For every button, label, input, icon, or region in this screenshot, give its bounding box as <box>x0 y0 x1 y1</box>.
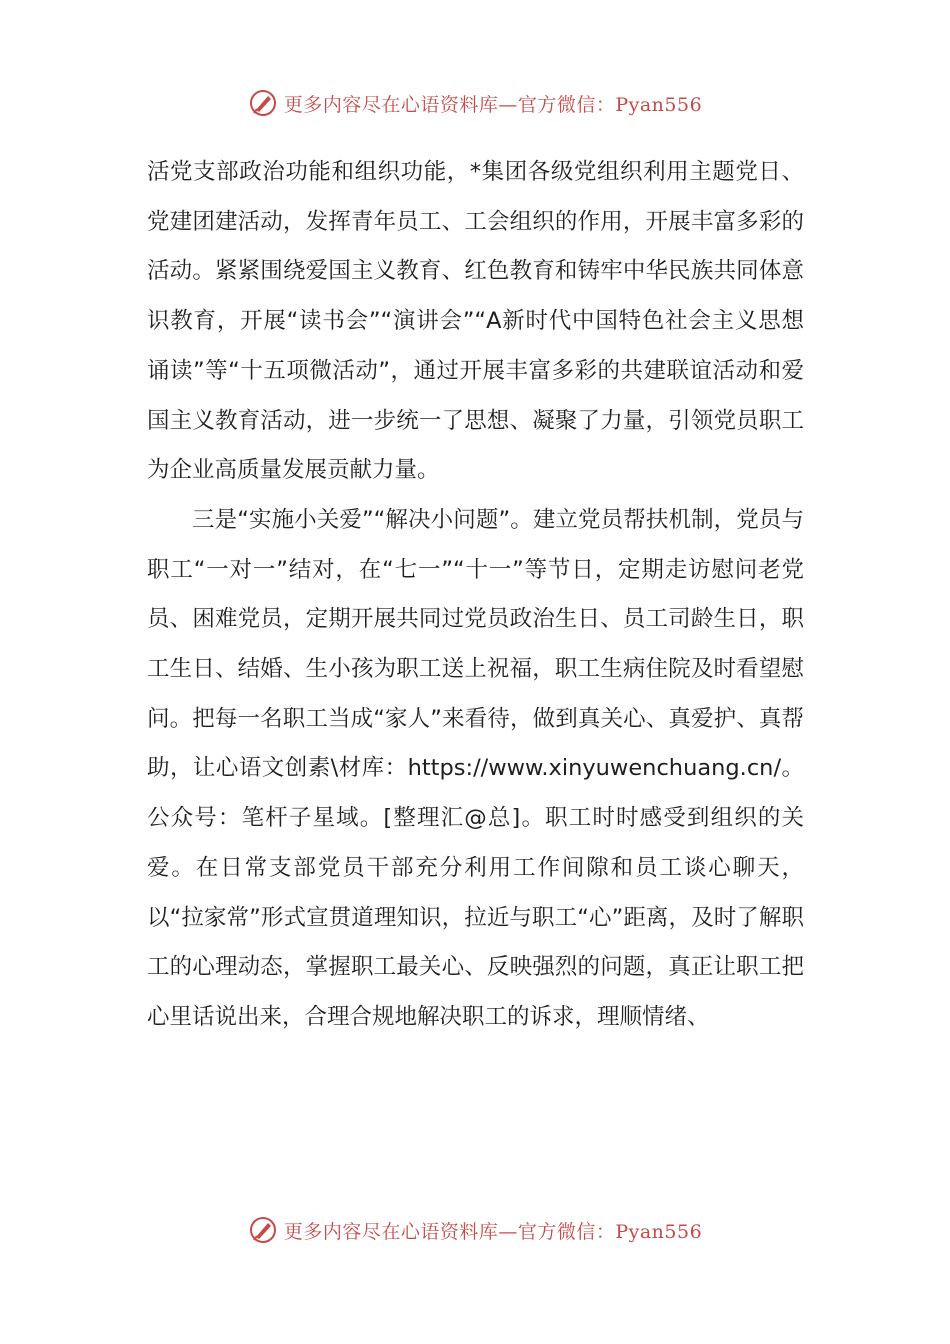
header-banner-text: 更多内容尽在心语资料库—官方微信：Pyan556 <box>283 93 703 116</box>
body-paragraph: 三是“实施小关爱”“解决小问题”。建立党员帮扶机制，党员与职工“一对一”结对，在“七一”“十一”等节日，定期走访慰问老党员、困难党员，定期开展共同过党员政治生日、员工司龄生日，职工生日、结婚、生小孩为职工送上祝福，职工生病住院及时看望慰问。把每一名职工当成“家人”来看待，做到真关心、真爱护、真帮助，让心语文创素\材库：https://www.xinyuwenchuang.cn/。公众号：笔杆子星域。[整理汇@总]。职工时时感受到组织的关爱。在日常支部党员干部充分利用工作间隙和员工谈心聊天，以“拉家常”形式宣贯道理知识，拉近与职工“心”距离，及时了解职工的心理动态，掌握职工最关心、反映强烈的问题，真正让职工把心里话说出来，合理合规地解决职工的诉求，理顺情绪、 <box>147 506 804 1030</box>
header-banner <box>0 83 950 123</box>
quill-pen-logo-icon <box>248 1215 278 1245</box>
footer-banner-text: 更多内容尽在心语资料库—官方微信：Pyan556 <box>283 1220 703 1243</box>
body-paragraph: 活党支部政治功能和组织功能，*集团各级党组织利用主题党日、党建团建活动，发挥青年员工、工会组织的作用，开展丰富多彩的活动。紧紧围绕爱国主义教育、红色教育和铸牢中华民族共同体意识教育，开展“读书会”“演讲会”“A新时代中国特色社会主义思想诵读”等“十五项微活动”，通过开展丰富多彩的共建联谊活动和爱国主义教育活动，进一步统一了思想、凝聚了力量，引领党员职工为企业高质量发展贡献力量。 <box>147 159 804 484</box>
quill-pen-logo-icon <box>248 88 278 118</box>
document-body <box>147 148 804 1043</box>
footer-banner <box>0 1210 950 1250</box>
